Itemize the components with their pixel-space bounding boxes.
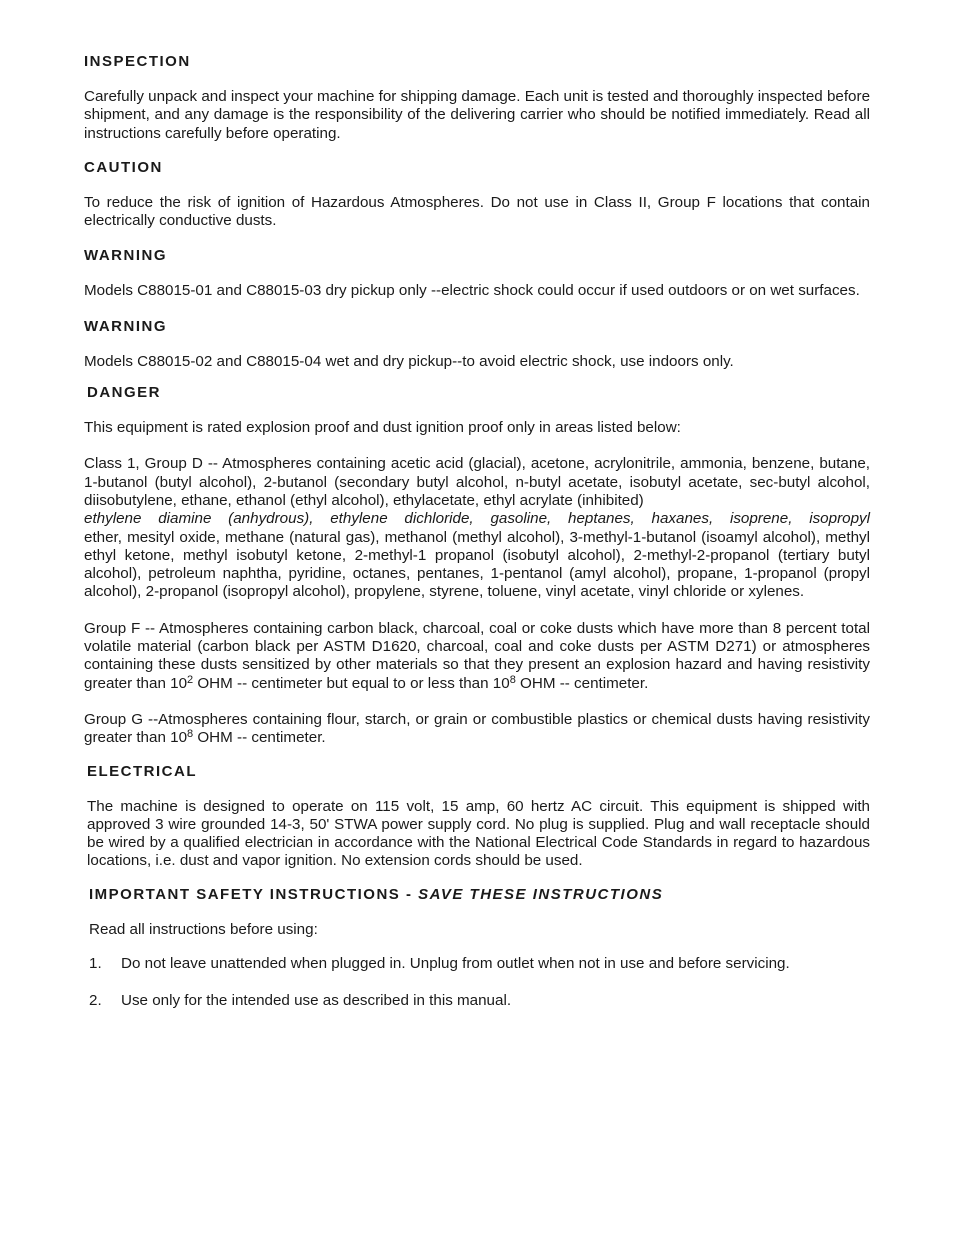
list-item-text: Use only for the intended use as described in this manual. — [121, 992, 512, 1010]
caution-text: To reduce the risk of ignition of Hazardous Atmospheres. Do not use in Class II, Group F locations that contain electrically conductive dusts. — [84, 193, 870, 230]
list-item-number: 2. — [89, 992, 102, 1010]
warning-text-1: Models C88015-01 and C88015-03 dry pickup only --electric shock could occur if used outdoors or on wet surfaces. — [84, 282, 860, 300]
group-g-paragraph — [84, 711, 870, 748]
safety-heading-italic: SAVE THESE INSTRUCTIONS — [418, 885, 664, 903]
inspection-heading: INSPECTION — [84, 53, 191, 70]
warning-text-2: Models C88015-02 and C88015-04 wet and dry pickup--to avoid electric shock, use indoors only. — [84, 352, 734, 370]
group-g-text-a: Group G --Atmospheres containing flour, starch, or grain or combustible plastics or chemical dusts having resistivity greater than 10 — [84, 710, 870, 747]
list-item — [89, 992, 870, 1010]
list-item-number: 1. — [89, 955, 102, 973]
safety-heading — [84, 885, 870, 905]
caution-heading: CAUTION — [84, 158, 163, 176]
group-f-text-a: Group F -- Atmospheres containing carbon black, charcoal, coal or coke dusts which have more than 8 percent total volatile material (carbon black per ASTM D1620, charcoal, coal and coke dusts per ASTM D271) or atmospheres containing these dusts sensitized by other materials so that they present an explosion hazard and having resistivity greater than 10 — [84, 619, 870, 692]
warning-heading-2: WARNING — [84, 317, 167, 335]
class1-text-b: ethylene diamine (anhydrous), ethylene dichloride, gasoline, heptanes, haxanes, isoprene, isopropyl — [84, 510, 870, 528]
group-g-text-b: OHM -- centimeter. — [193, 729, 326, 747]
safety-list — [84, 955, 870, 1011]
group-f-exponent-1: 2 — [187, 673, 194, 686]
danger-intro: This equipment is rated explosion proof and dust ignition proof only in areas listed below: — [84, 419, 681, 437]
list-item — [89, 955, 870, 973]
group-f-text-c: OHM -- centimeter. — [515, 674, 649, 692]
manual-page — [84, 52, 870, 1011]
group-f-paragraph — [84, 620, 870, 693]
group-g-exponent: 8 — [187, 728, 194, 741]
group-f-exponent-2: 8 — [509, 673, 516, 686]
class1-text-c: ether, mesityl oxide, methane (natural gas), methanol (methyl alcohol), 3-methyl-1-butanol (isoamyl alcohol), methyl ethyl ketone, methyl isobutyl ketone, 2-methyl-1 propanol (isobutyl alcohol), 2-methyl-2-propanol (tertiary butyl alcohol), petroleum naphtha, pyridine, octanes, pentanes, 1-pentanol (amyl alcohol), propane, 1-propanol (propyl alcohol), 2-propanol (isopropyl alcohol), propylene, styrene, toluene, vinyl acetate, vinyl chloride or xylenes. — [84, 528, 870, 601]
electrical-text: The machine is designed to operate on 115 volt, 15 amp, 60 hertz AC circuit. This equipment is shipped with approved 3 wire grounded 14-3, 50' STWA power supply cord. No plug is supplied. Plug and wall receptacle should be wired by a qualified electrician in accordance with the National Electrical Code Standards in regard to hazardous locations, i.e. dust and vapor ignition. No extension cords should be used. — [87, 797, 870, 870]
class1-text-a: Class 1, Group D -- Atmospheres containing acetic acid (glacial), acetone, acrylonitrile, ammonia, benzene, butane, 1-butanol (butyl alcohol), 2-butanol (secondary butyl alcohol, n-butyl acetate, isobutyl acetate, sec-butyl alcohol, diisobutylene, ethane, ethanol (ethyl alcohol), ethylacetate, ethyl acrylate (inhibited) — [84, 455, 870, 509]
group-f-text-b: OHM -- centimeter but equal to or less than 10 — [193, 674, 510, 692]
danger-heading: DANGER — [87, 384, 162, 402]
class1-group-d-paragraph — [84, 455, 870, 601]
electrical-heading: ELECTRICAL — [87, 762, 197, 780]
safety-heading-text: IMPORTANT SAFETY INSTRUCTIONS - — [89, 885, 419, 903]
warning-heading-1: WARNING — [84, 247, 167, 265]
list-item-text: Do not leave unattended when plugged in. Unplug from outlet when not in use and before servicing. — [121, 955, 790, 973]
safety-intro: Read all instructions before using: — [89, 920, 318, 938]
inspection-text: Carefully unpack and inspect your machine for shipping damage. Each unit is tested and thoroughly inspected before shipment, and any damage is the responsibility of the delivering carrier who should be notified immediately. Read all instructions carefully before operating. — [84, 88, 871, 142]
